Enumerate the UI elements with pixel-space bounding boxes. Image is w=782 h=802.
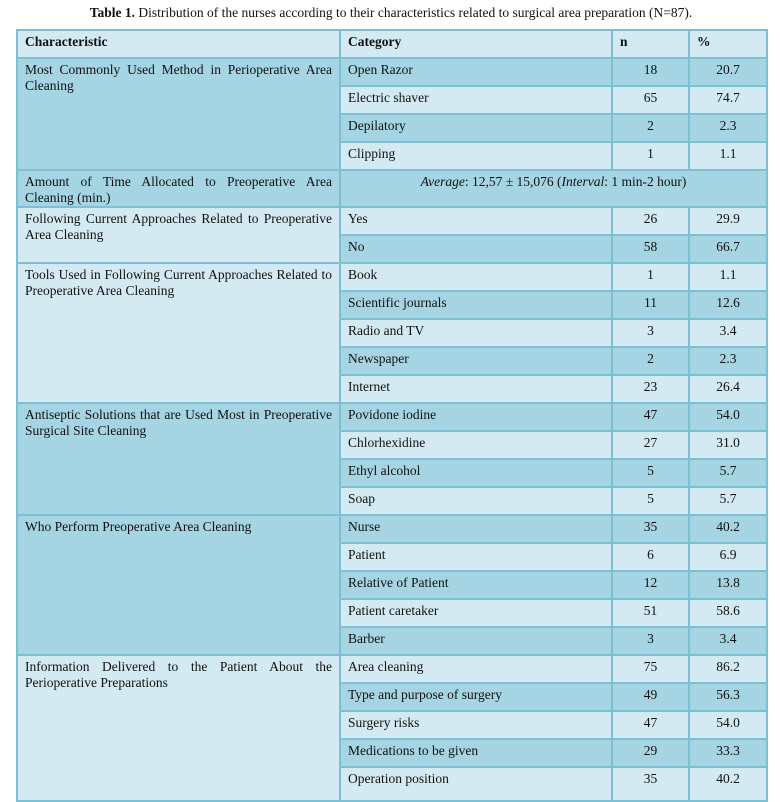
percent-cell: 3.4: [689, 319, 767, 347]
n-cell: 23: [612, 375, 689, 403]
percent-cell: 26.4: [689, 375, 767, 403]
n-cell: 35: [612, 767, 689, 801]
n-cell: 58: [612, 235, 689, 263]
percent-cell: 12.6: [689, 291, 767, 319]
n-cell: 12: [612, 571, 689, 599]
category-cell: Scientific journals: [340, 291, 612, 319]
percent-cell: 1.1: [689, 142, 767, 170]
category-cell: Medications to be given: [340, 739, 612, 767]
n-cell: 11: [612, 291, 689, 319]
category-cell: Yes: [340, 207, 612, 235]
percent-cell: 40.2: [689, 767, 767, 801]
category-cell: Nurse: [340, 515, 612, 543]
table-row: [17, 403, 767, 431]
category-cell: Newspaper: [340, 347, 612, 375]
characteristic-cell: Following Current Approaches Related to Preoperative Area Cleaning: [17, 207, 340, 263]
percent-cell: 3.4: [689, 627, 767, 655]
category-cell: Patient caretaker: [340, 599, 612, 627]
n-cell: 27: [612, 431, 689, 459]
table-row: [17, 515, 767, 543]
average-label: Average: [420, 174, 465, 189]
characteristic-cell: Tools Used in Following Current Approaches Related to Preoperative Area Cleaning: [17, 263, 340, 403]
header-n: n: [612, 30, 689, 58]
category-cell: Povidone iodine: [340, 403, 612, 431]
category-cell: Book: [340, 263, 612, 291]
table-row: [17, 263, 767, 291]
table-body: [17, 58, 767, 801]
characteristic-cell: Antiseptic Solutions that are Used Most in Preoperative Surgical Site Cleaning: [17, 403, 340, 515]
header-category: Category: [340, 30, 612, 58]
category-cell: Chlorhexidine: [340, 431, 612, 459]
table-caption: [0, 5, 782, 21]
characteristic-cell: Who Perform Preoperative Area Cleaning: [17, 515, 340, 655]
category-cell: Radio and TV: [340, 319, 612, 347]
header-percent: %: [689, 30, 767, 58]
interval-value: : 1 min-2 hour): [604, 174, 687, 189]
data-table: [16, 29, 768, 802]
n-cell: 35: [612, 515, 689, 543]
percent-cell: 6.9: [689, 543, 767, 571]
n-cell: 3: [612, 319, 689, 347]
n-cell: 18: [612, 58, 689, 86]
characteristic-cell: Information Delivered to the Patient About the Perioperative Preparations: [17, 655, 340, 801]
category-cell: Barber: [340, 627, 612, 655]
n-cell: 6: [612, 543, 689, 571]
category-cell: Surgery risks: [340, 711, 612, 739]
caption-label: Table 1.: [89, 5, 135, 20]
percent-cell: 20.7: [689, 58, 767, 86]
caption-text: Distribution of the nurses according to their characteristics related to surgical area preparation (N=87).: [134, 5, 693, 20]
percent-cell: 66.7: [689, 235, 767, 263]
header-row: [17, 30, 767, 58]
category-cell: Relative of Patient: [340, 571, 612, 599]
table-row: [17, 655, 767, 683]
percent-cell: 86.2: [689, 655, 767, 683]
percent-cell: 2.3: [689, 114, 767, 142]
average-value: : 12,57 ± 15,076 (: [464, 174, 562, 189]
table-row: [17, 207, 767, 235]
category-cell: Clipping: [340, 142, 612, 170]
percent-cell: 54.0: [689, 403, 767, 431]
n-cell: 5: [612, 459, 689, 487]
table-row: [17, 58, 767, 86]
percent-cell: 1.1: [689, 263, 767, 291]
category-cell: Patient: [340, 543, 612, 571]
characteristic-cell: Most Commonly Used Method in Perioperative Area Cleaning: [17, 58, 340, 170]
n-cell: 51: [612, 599, 689, 627]
n-cell: 29: [612, 739, 689, 767]
n-cell: 2: [612, 347, 689, 375]
category-cell: Area cleaning: [340, 655, 612, 683]
category-cell: Ethyl alcohol: [340, 459, 612, 487]
summary-cell: [340, 170, 767, 207]
n-cell: 1: [612, 263, 689, 291]
percent-cell: 40.2: [689, 515, 767, 543]
percent-cell: 13.8: [689, 571, 767, 599]
n-cell: 49: [612, 683, 689, 711]
header-characteristic: Characteristic: [17, 30, 340, 58]
category-cell: Internet: [340, 375, 612, 403]
percent-cell: 29.9: [689, 207, 767, 235]
table-row: [17, 170, 767, 207]
percent-cell: 31.0: [689, 431, 767, 459]
category-cell: Depilatory: [340, 114, 612, 142]
percent-cell: 58.6: [689, 599, 767, 627]
category-cell: Type and purpose of surgery: [340, 683, 612, 711]
percent-cell: 56.3: [689, 683, 767, 711]
n-cell: 75: [612, 655, 689, 683]
n-cell: 2: [612, 114, 689, 142]
n-cell: 1: [612, 142, 689, 170]
n-cell: 65: [612, 86, 689, 114]
n-cell: 47: [612, 403, 689, 431]
percent-cell: 5.7: [689, 487, 767, 515]
n-cell: 3: [612, 627, 689, 655]
category-cell: Operation position: [340, 767, 612, 801]
percent-cell: 5.7: [689, 459, 767, 487]
n-cell: 5: [612, 487, 689, 515]
percent-cell: 74.7: [689, 86, 767, 114]
category-cell: Electric shaver: [340, 86, 612, 114]
n-cell: 26: [612, 207, 689, 235]
percent-cell: 2.3: [689, 347, 767, 375]
percent-cell: 33.3: [689, 739, 767, 767]
n-cell: 47: [612, 711, 689, 739]
category-cell: No: [340, 235, 612, 263]
category-cell: Soap: [340, 487, 612, 515]
interval-label: Interval: [561, 174, 605, 189]
percent-cell: 54.0: [689, 711, 767, 739]
characteristic-cell: Amount of Time Allocated to Preoperative Area Cleaning (min.): [17, 170, 340, 207]
category-cell: Open Razor: [340, 58, 612, 86]
